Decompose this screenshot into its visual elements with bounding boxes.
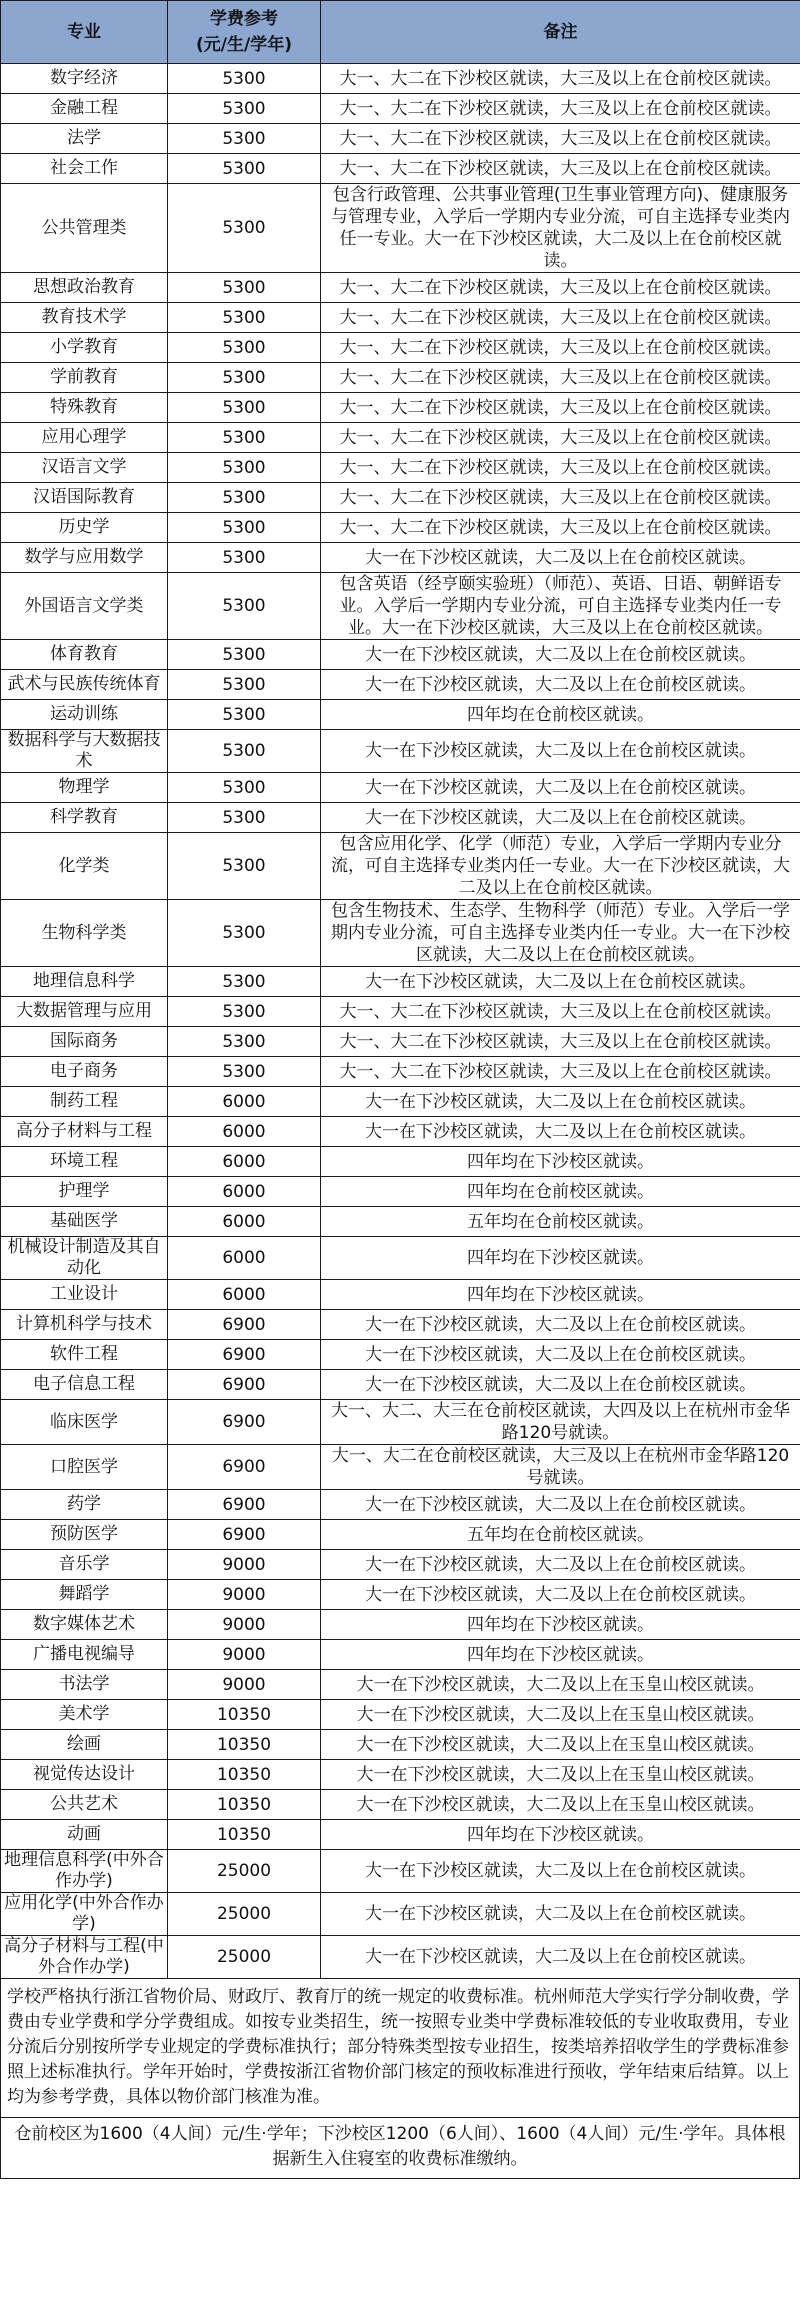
major-cell: 外国语言文学类 [1,573,168,640]
table-row [1,1936,800,1979]
note-cell: 大一在下沙校区就读，大二及以上在玉皇山校区就读。 [321,1670,800,1700]
major-cell: 大数据管理与应用 [1,997,168,1027]
fee-cell: 6900 [168,1400,321,1445]
fee-cell: 5300 [168,513,321,543]
major-cell: 机械设计制造及其自动化 [1,1237,168,1280]
table-body [1,64,800,1979]
table-row [1,154,800,184]
note-cell: 大一、大二在仓前校区就读，大三及以上在杭州市金华路120号就读。 [321,1445,800,1490]
table-row [1,1700,800,1730]
table-row [1,773,800,803]
fee-policy-note: 学校严格执行浙江省物价局、财政厅、教育厅的统一规定的收费标准。杭州师范大学实行学分制收费，学费由专业学费和学分学费组成。如按专业类招生，统一按照专业类中学费标准较低的专业收取费用，专业分流后分别按所学专业规定的学费标准执行；部分特殊类型按专业招生，按类培养招收学生的学费标准参照上述标准执行。学年开始时，学费按浙江省物价部门核定的预收标准进行预收，学年结束后结算。以上均为参考学费，具体以物价部门核准为准。 [0,1979,800,2118]
fee-cell: 6000 [168,1237,321,1280]
fee-cell: 5300 [168,670,321,700]
table-row [1,184,800,273]
table-row [1,1370,800,1400]
table-header-row [1,1,800,64]
table-row [1,453,800,483]
table-row [1,1400,800,1445]
major-cell: 电子信息工程 [1,1370,168,1400]
table-row [1,1610,800,1640]
table-row [1,1760,800,1790]
note-cell: 大一在下沙校区就读，大二及以上在仓前校区就读。 [321,1490,800,1520]
fee-cell: 25000 [168,1850,321,1893]
table-row [1,1670,800,1700]
fee-cell: 10350 [168,1700,321,1730]
table-row [1,1820,800,1850]
table-row [1,423,800,453]
note-cell: 大一、大二在下沙校区就读，大三及以上在仓前校区就读。 [321,997,800,1027]
note-cell: 大一、大二在下沙校区就读，大三及以上在仓前校区就读。 [321,303,800,333]
major-cell: 法学 [1,124,168,154]
fee-cell: 6000 [168,1147,321,1177]
table-row [1,1147,800,1177]
fee-cell: 5300 [168,483,321,513]
table-row [1,1445,800,1490]
note-cell: 包含英语（经亨颐实验班）（师范）、英语、日语、朝鲜语专业。入学后一学期内专业分流，可自主选择专业类内任一专业。大一在下沙校区就读，大三及以上在仓前校区就读。 [321,573,800,640]
table-row [1,833,800,900]
note-cell: 大一、大二在下沙校区就读，大三及以上在仓前校区就读。 [321,154,800,184]
major-cell: 运动训练 [1,700,168,730]
note-cell: 大一在下沙校区就读，大二及以上在仓前校区就读。 [321,1310,800,1340]
major-cell: 基础医学 [1,1207,168,1237]
table-row [1,1177,800,1207]
fee-cell: 6900 [168,1370,321,1400]
fee-cell: 9000 [168,1610,321,1640]
table-row [1,997,800,1027]
major-cell: 地理信息科学 [1,967,168,997]
fee-cell: 5300 [168,64,321,94]
fee-cell: 5300 [168,730,321,773]
fee-cell: 6000 [168,1280,321,1310]
note-cell: 四年均在下沙校区就读。 [321,1640,800,1670]
note-cell: 大一、大二、大三在仓前校区就读，大四及以上在杭州市金华路120号就读。 [321,1400,800,1445]
major-cell: 视觉传达设计 [1,1760,168,1790]
major-cell: 金融工程 [1,94,168,124]
table-row [1,1550,800,1580]
table-row [1,1237,800,1280]
table-row [1,543,800,573]
table-row [1,640,800,670]
major-cell: 思想政治教育 [1,273,168,303]
table-row [1,1117,800,1147]
note-cell: 大一在下沙校区就读，大二及以上在仓前校区就读。 [321,1550,800,1580]
header-fee-line2: (元/生/学年) [196,35,292,55]
major-cell: 特殊教育 [1,393,168,423]
fee-cell: 10350 [168,1790,321,1820]
table-row [1,1207,800,1237]
fee-cell: 6000 [168,1087,321,1117]
table-row [1,273,800,303]
note-cell: 包含行政管理、公共事业管理(卫生事业管理方向)、健康服务与管理专业，入学后一学期内专业分流，可自主选择专业类内任一专业。大一在下沙校区就读，大二及以上在仓前校区就读。 [321,184,800,273]
fee-cell: 5300 [168,453,321,483]
table-row [1,363,800,393]
note-cell: 大一、大二在下沙校区就读，大三及以上在仓前校区就读。 [321,1027,800,1057]
major-cell: 软件工程 [1,1340,168,1370]
major-cell: 数字媒体艺术 [1,1610,168,1640]
fee-cell: 10350 [168,1730,321,1760]
note-cell: 四年均在下沙校区就读。 [321,1147,800,1177]
note-cell: 大一在下沙校区就读，大二及以上在仓前校区就读。 [321,730,800,773]
table-row [1,483,800,513]
fee-cell: 10350 [168,1820,321,1850]
fee-cell: 5300 [168,423,321,453]
note-cell: 大一在下沙校区就读，大二及以上在仓前校区就读。 [321,640,800,670]
major-cell: 临床医学 [1,1400,168,1445]
major-cell: 生物科学类 [1,900,168,967]
major-cell: 应用心理学 [1,423,168,453]
major-cell: 科学教育 [1,803,168,833]
note-cell: 四年均在仓前校区就读。 [321,700,800,730]
table-row [1,700,800,730]
note-cell: 大一在下沙校区就读，大二及以上在仓前校区就读。 [321,1936,800,1979]
fee-cell: 6900 [168,1445,321,1490]
major-cell: 口腔医学 [1,1445,168,1490]
note-cell: 大一、大二在下沙校区就读，大三及以上在仓前校区就读。 [321,393,800,423]
major-cell: 绘画 [1,1730,168,1760]
fee-cell: 6900 [168,1310,321,1340]
note-cell: 大一、大二在下沙校区就读，大三及以上在仓前校区就读。 [321,483,800,513]
table-row [1,1520,800,1550]
table-row [1,1280,800,1310]
note-cell: 包含生物技术、生态学、生物科学（师范）专业。入学后一学期内专业分流，可自主选择专业类内任一专业。大一在下沙校区就读，大二及以上在仓前校区就读。 [321,900,800,967]
fee-cell: 5300 [168,967,321,997]
major-cell: 预防医学 [1,1520,168,1550]
major-cell: 武术与民族传统体育 [1,670,168,700]
note-cell: 大一、大二在下沙校区就读，大三及以上在仓前校区就读。 [321,64,800,94]
note-cell: 大一在下沙校区就读，大二及以上在玉皇山校区就读。 [321,1790,800,1820]
fee-cell: 25000 [168,1936,321,1979]
major-cell: 历史学 [1,513,168,543]
table-row [1,64,800,94]
note-cell: 五年均在仓前校区就读。 [321,1520,800,1550]
fee-cell: 5300 [168,997,321,1027]
major-cell: 国际商务 [1,1027,168,1057]
table-row [1,1580,800,1610]
note-cell: 大一在下沙校区就读，大二及以上在玉皇山校区就读。 [321,1700,800,1730]
fee-cell: 6000 [168,1177,321,1207]
table-row [1,1057,800,1087]
fee-cell: 10350 [168,1760,321,1790]
fee-cell: 5300 [168,573,321,640]
major-cell: 计算机科学与技术 [1,1310,168,1340]
fee-cell: 5300 [168,184,321,273]
fee-cell: 6000 [168,1117,321,1147]
note-cell: 大一、大二在下沙校区就读，大三及以上在仓前校区就读。 [321,273,800,303]
major-cell: 教育技术学 [1,303,168,333]
major-cell: 制药工程 [1,1087,168,1117]
table-row [1,1490,800,1520]
note-cell: 四年均在下沙校区就读。 [321,1237,800,1280]
fee-cell: 5300 [168,803,321,833]
note-cell: 五年均在仓前校区就读。 [321,1207,800,1237]
note-cell: 大一在下沙校区就读，大二及以上在仓前校区就读。 [321,1340,800,1370]
major-cell: 小学教育 [1,333,168,363]
table-row [1,1027,800,1057]
major-cell: 物理学 [1,773,168,803]
dormitory-fee-note: 仓前校区为1600（4人间）元/生·学年；下沙校区1200（6人间）、1600（4人间）元/生·学年。具体根据新生入住寝室的收费标准缴纳。 [0,2118,800,2179]
major-cell: 广播电视编导 [1,1640,168,1670]
fee-cell: 5300 [168,333,321,363]
table-row [1,513,800,543]
fee-cell: 6900 [168,1520,321,1550]
note-cell: 大一在下沙校区就读，大二及以上在仓前校区就读。 [321,967,800,997]
note-cell: 大一、大二在下沙校区就读，大三及以上在仓前校区就读。 [321,124,800,154]
table-row [1,94,800,124]
table-row [1,1730,800,1760]
major-cell: 美术学 [1,1700,168,1730]
major-cell: 体育教育 [1,640,168,670]
major-cell: 电子商务 [1,1057,168,1087]
note-cell: 大一、大二在下沙校区就读，大三及以上在仓前校区就读。 [321,423,800,453]
note-cell: 大一、大二在下沙校区就读，大三及以上在仓前校区就读。 [321,453,800,483]
table-row [1,900,800,967]
fee-cell: 5300 [168,393,321,423]
major-cell: 药学 [1,1490,168,1520]
major-cell: 高分子材料与工程 [1,1117,168,1147]
table-row [1,670,800,700]
fee-cell: 5300 [168,1057,321,1087]
fee-cell: 5300 [168,303,321,333]
note-cell: 大一在下沙校区就读，大二及以上在仓前校区就读。 [321,1117,800,1147]
fee-cell: 5300 [168,273,321,303]
note-cell: 大一在下沙校区就读，大二及以上在仓前校区就读。 [321,803,800,833]
note-cell: 大一、大二在下沙校区就读，大三及以上在仓前校区就读。 [321,333,800,363]
major-cell: 舞蹈学 [1,1580,168,1610]
fee-cell: 9000 [168,1550,321,1580]
fee-cell: 25000 [168,1893,321,1936]
table-row [1,1850,800,1893]
header-major: 专业 [1,1,168,64]
note-cell: 大一在下沙校区就读，大二及以上在玉皇山校区就读。 [321,1730,800,1760]
table-row [1,1640,800,1670]
fee-cell: 6000 [168,1207,321,1237]
major-cell: 化学类 [1,833,168,900]
table-row [1,573,800,640]
fee-cell: 5300 [168,900,321,967]
note-cell: 四年均在下沙校区就读。 [321,1280,800,1310]
table-row [1,730,800,773]
major-cell: 数字经济 [1,64,168,94]
fee-cell: 5300 [168,833,321,900]
note-cell: 四年均在下沙校区就读。 [321,1820,800,1850]
note-cell: 大一在下沙校区就读，大二及以上在玉皇山校区就读。 [321,1760,800,1790]
fee-cell: 6900 [168,1340,321,1370]
major-cell: 社会工作 [1,154,168,184]
header-note: 备注 [321,1,800,64]
fee-cell: 5300 [168,363,321,393]
note-cell: 大一、大二在下沙校区就读，大三及以上在仓前校区就读。 [321,363,800,393]
note-cell: 大一、大二在下沙校区就读，大三及以上在仓前校区就读。 [321,94,800,124]
table-row [1,124,800,154]
major-cell: 学前教育 [1,363,168,393]
table-row [1,1893,800,1936]
note-cell: 大一在下沙校区就读，大二及以上在仓前校区就读。 [321,543,800,573]
note-cell: 大一在下沙校区就读，大二及以上在仓前校区就读。 [321,1893,800,1936]
table-row [1,1790,800,1820]
note-cell: 大一在下沙校区就读，大二及以上在仓前校区就读。 [321,1580,800,1610]
major-cell: 公共管理类 [1,184,168,273]
major-cell: 数据科学与大数据技术 [1,730,168,773]
note-cell: 四年均在仓前校区就读。 [321,1177,800,1207]
major-cell: 汉语言文学 [1,453,168,483]
table-row [1,1310,800,1340]
major-cell: 汉语国际教育 [1,483,168,513]
note-cell: 大一、大二在下沙校区就读，大三及以上在仓前校区就读。 [321,1057,800,1087]
fee-cell: 9000 [168,1670,321,1700]
fee-cell: 5300 [168,124,321,154]
note-cell: 大一、大二在下沙校区就读，大三及以上在仓前校区就读。 [321,513,800,543]
fee-cell: 5300 [168,1027,321,1057]
major-cell: 环境工程 [1,1147,168,1177]
fee-cell: 5300 [168,94,321,124]
header-fee [168,1,321,64]
fee-cell: 6900 [168,1490,321,1520]
table-row [1,393,800,423]
note-cell: 包含应用化学、化学（师范）专业，入学后一学期内专业分流，可自主选择专业类内任一专业。大一在下沙校区就读，大二及以上在仓前校区就读。 [321,833,800,900]
note-cell: 四年均在下沙校区就读。 [321,1610,800,1640]
fee-cell: 5300 [168,773,321,803]
note-cell: 大一在下沙校区就读，大二及以上在仓前校区就读。 [321,1370,800,1400]
fee-cell: 5300 [168,640,321,670]
fee-cell: 9000 [168,1580,321,1610]
major-cell: 地理信息科学(中外合作办学) [1,1850,168,1893]
major-cell: 公共艺术 [1,1790,168,1820]
table-row [1,333,800,363]
major-cell: 书法学 [1,1670,168,1700]
note-cell: 大一在下沙校区就读，大二及以上在仓前校区就读。 [321,670,800,700]
note-cell: 大一在下沙校区就读，大二及以上在仓前校区就读。 [321,1087,800,1117]
fee-cell: 9000 [168,1640,321,1670]
note-cell: 大一在下沙校区就读，大二及以上在仓前校区就读。 [321,1850,800,1893]
fee-cell: 5300 [168,700,321,730]
table-row [1,1087,800,1117]
table-row [1,803,800,833]
major-cell: 数学与应用数学 [1,543,168,573]
major-cell: 音乐学 [1,1550,168,1580]
major-cell: 护理学 [1,1177,168,1207]
table-row [1,1340,800,1370]
table-row [1,303,800,333]
fee-cell: 5300 [168,543,321,573]
major-cell: 动画 [1,1820,168,1850]
fee-cell: 5300 [168,154,321,184]
major-cell: 高分子材料与工程(中外合作办学) [1,1936,168,1979]
table-row [1,967,800,997]
major-cell: 应用化学(中外合作办学) [1,1893,168,1936]
note-cell: 大一在下沙校区就读，大二及以上在仓前校区就读。 [321,773,800,803]
header-fee-line1: 学费参考 [210,9,278,29]
major-cell: 工业设计 [1,1280,168,1310]
